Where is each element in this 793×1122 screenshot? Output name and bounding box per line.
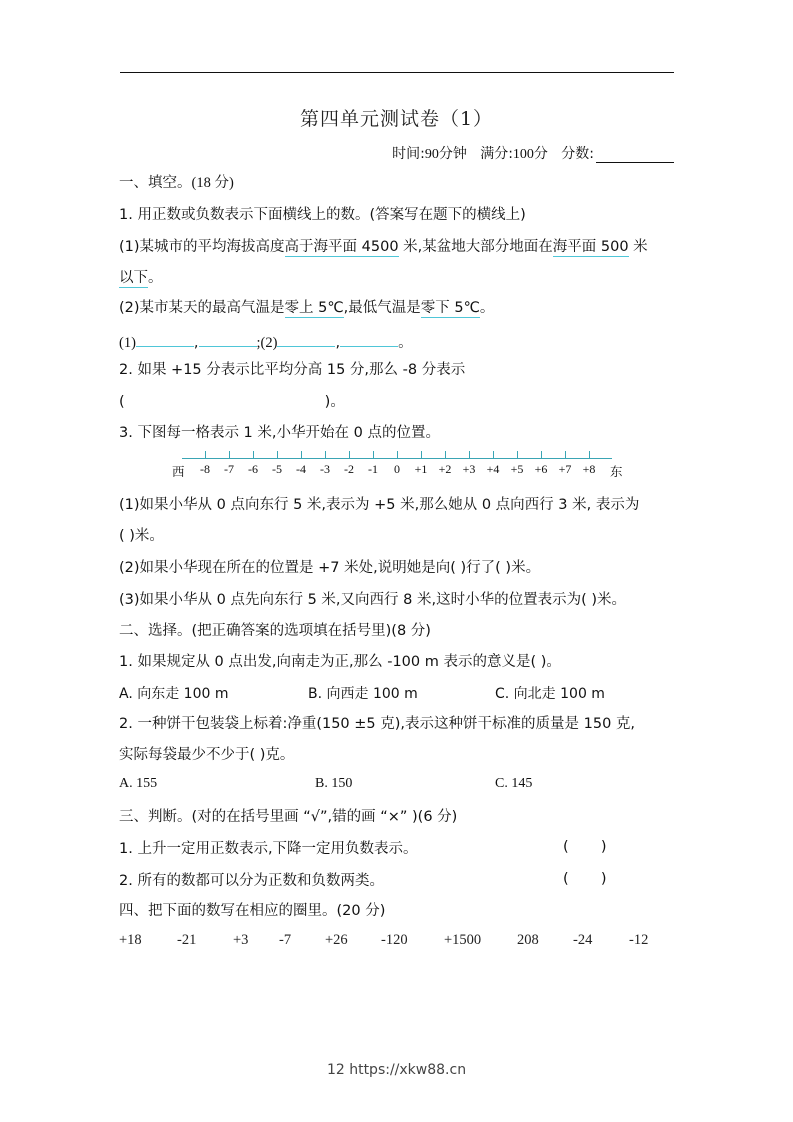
s3-item-2: 2. 所有的数都可以分为正数和负数两类。 (119, 873, 384, 889)
tick-label: -6 (248, 462, 258, 476)
period: 。 (398, 335, 413, 351)
q3-text: 3. 下图每一格表示 1 米,小华开始在 0 点的位置。 (119, 425, 440, 441)
option-c[interactable]: C. 145 (495, 776, 533, 791)
s2-q2-options (119, 776, 532, 792)
tick-label: -7 (224, 462, 234, 476)
tick-label: -5 (272, 462, 282, 476)
number-item: +26 (325, 932, 348, 948)
answer-blank-1b[interactable] (199, 330, 257, 347)
tick (421, 451, 422, 458)
exam-meta (392, 143, 674, 163)
tick-label: +1 (414, 462, 428, 476)
number-item: +1500 (444, 932, 482, 948)
section1-title: 一、填空。 (119, 175, 192, 191)
tick (349, 451, 350, 458)
section3-heading: 三、判断。(对的在括号里画 “√”,错的画 “×” )(6 分) (119, 809, 458, 825)
tick (397, 451, 398, 458)
full-value: 100 (512, 147, 534, 162)
q1-sub1-part-b: 米,某盆地大部分地面在 (398, 239, 553, 255)
option-b[interactable]: B. 向西走 100 m (308, 686, 418, 702)
number-list (119, 932, 648, 949)
comma: , (335, 335, 341, 351)
number-item: -24 (573, 932, 593, 948)
answer-blank-2a[interactable] (277, 330, 335, 347)
q1-answers (119, 330, 413, 353)
number-line-axis (182, 458, 612, 459)
q3-sub1-answer: ( )米。 (119, 528, 164, 544)
q1-sub1-part-a: (1)某城市的平均海拔高度 (119, 239, 285, 255)
top-rule (120, 72, 674, 73)
tick (469, 451, 470, 458)
s3-item-1: 1. 上升一定用正数表示,下降一定用负数表示。 (119, 841, 418, 857)
full-label: 满分: (480, 146, 513, 162)
q1-sub1-underline-1: 高于海平面 4500 (284, 239, 399, 255)
q1-sub2-part-b: ,最低气温是 (343, 300, 421, 316)
tick (445, 451, 446, 458)
score-field[interactable] (596, 146, 674, 163)
tick-label: +2 (438, 462, 452, 476)
number-item: +3 (233, 932, 249, 948)
q1-sub1-part-d: 。 (148, 270, 163, 286)
s2-q1-options (119, 683, 605, 703)
s2-q2-text2: 实际每袋最少不少于( )克。 (119, 747, 295, 763)
section4-heading: 四、把下面的数写在相应的圈里。(20 分) (119, 903, 386, 919)
s2-q1-text: 1. 如果规定从 0 点出发,向南走为正,那么 -100 m 表示的意义是( )。 (119, 654, 561, 670)
number-item: -12 (629, 932, 649, 948)
q1-sub2-part-c: 。 (479, 300, 495, 316)
time-unit: 分钟 (438, 146, 467, 162)
q2-close-paren: )。 (324, 394, 345, 410)
number-item: 208 (517, 932, 539, 948)
number-line (170, 450, 623, 480)
tick-label: -2 (344, 462, 354, 476)
score-label: 分数: (561, 146, 594, 162)
option-b[interactable]: B. 150 (315, 776, 353, 791)
q1-sub1 (119, 237, 648, 257)
q3-sub1: (1)如果小华从 0 点向东行 5 米,表示为 +5 米,那么她从 0 点向西行 3 米, 表示为 (119, 497, 640, 513)
time-label: 时间: (392, 146, 425, 162)
answer-label-2: ;(2) (256, 335, 278, 351)
tick-label: -8 (200, 462, 210, 476)
tick-label: +3 (462, 462, 476, 476)
tick (325, 451, 326, 458)
tick-label: 0 (394, 462, 400, 476)
q1-text: 1. 用正数或负数表示下面横线上的数。(答案写在题下的横线上) (119, 207, 526, 223)
west-label: 西 (172, 464, 185, 479)
answer-blank-1a[interactable] (136, 330, 194, 347)
tick-label: +7 (558, 462, 572, 476)
tick (253, 451, 254, 458)
q1-sub1-cont (119, 268, 163, 288)
option-a[interactable]: A. 向东走 100 m (119, 686, 229, 702)
answer-blank-2b[interactable] (340, 330, 398, 347)
number-item: +18 (119, 932, 142, 948)
tick (301, 451, 302, 458)
tick (517, 451, 518, 458)
section1-points: (18 分) (191, 175, 234, 191)
tick-label: +4 (486, 462, 500, 476)
q1-sub1-underline-2: 海平面 500 (552, 239, 629, 255)
tick (229, 451, 230, 458)
q3-sub2: (2)如果小华现在所在的位置是 +7 米处,说明她是向( )行了( )米。 (119, 560, 541, 576)
q1-sub1-underline-3: 以下 (119, 270, 148, 286)
number-item: -7 (279, 932, 292, 948)
section2-heading: 二、选择。(把正确答案的选项填在括号里)(8 分) (119, 623, 431, 639)
tick (565, 451, 566, 458)
answer-label-1: (1) (119, 335, 136, 351)
full-unit: 分 (533, 146, 548, 162)
q1-sub2-underline-2: 零下 5℃ (420, 300, 480, 316)
time-value: 90 (424, 147, 439, 162)
q1-sub2-part-a: (2)某市某天的最高气温是 (119, 300, 285, 316)
s2-q2-text: 2. 一种饼干包装袋上标着:净重(150 ±5 克),表示这种饼干标准的质量是 150 克, (119, 716, 636, 732)
tick (205, 451, 206, 458)
q3-sub3: (3)如果小华从 0 点先向东行 5 米,又向西行 8 米,这时小华的位置表示为( )米。 (119, 592, 627, 608)
q2-text: 2. 如果 +15 分表示比平均分高 15 分,那么 -8 分表示 (119, 362, 466, 378)
number-item: -120 (381, 932, 408, 948)
comma: , (193, 335, 199, 351)
q1-sub2-underline-1: 零上 5℃ (284, 300, 344, 316)
page-footer: 12 https://xkw88.cn (326, 1062, 467, 1078)
tick-label: -4 (296, 462, 306, 476)
tick (541, 451, 542, 458)
q2-open-paren: ( (119, 394, 125, 410)
option-a[interactable]: A. 155 (119, 776, 158, 791)
tick-label: +8 (582, 462, 596, 476)
s3-item-2-answer[interactable]: ( ) (563, 871, 607, 887)
tick (373, 451, 374, 458)
page-title: 第四单元测试卷（1） (299, 108, 494, 130)
tick-label: -1 (368, 462, 378, 476)
east-label: 东 (610, 464, 623, 479)
tick (277, 451, 278, 458)
tick (589, 451, 590, 458)
q1-sub1-part-c: 米 (628, 239, 648, 255)
tick-label: +5 (510, 462, 524, 476)
number-item: -21 (177, 932, 197, 948)
q1-sub2 (119, 298, 494, 318)
tick-label: -3 (320, 462, 330, 476)
tick (493, 451, 494, 458)
option-c[interactable]: C. 向北走 100 m (495, 686, 605, 702)
section1-heading (119, 173, 234, 193)
q2-answer (119, 392, 345, 412)
s3-item-1-answer[interactable]: ( ) (563, 839, 607, 855)
tick-label: +6 (534, 462, 548, 476)
